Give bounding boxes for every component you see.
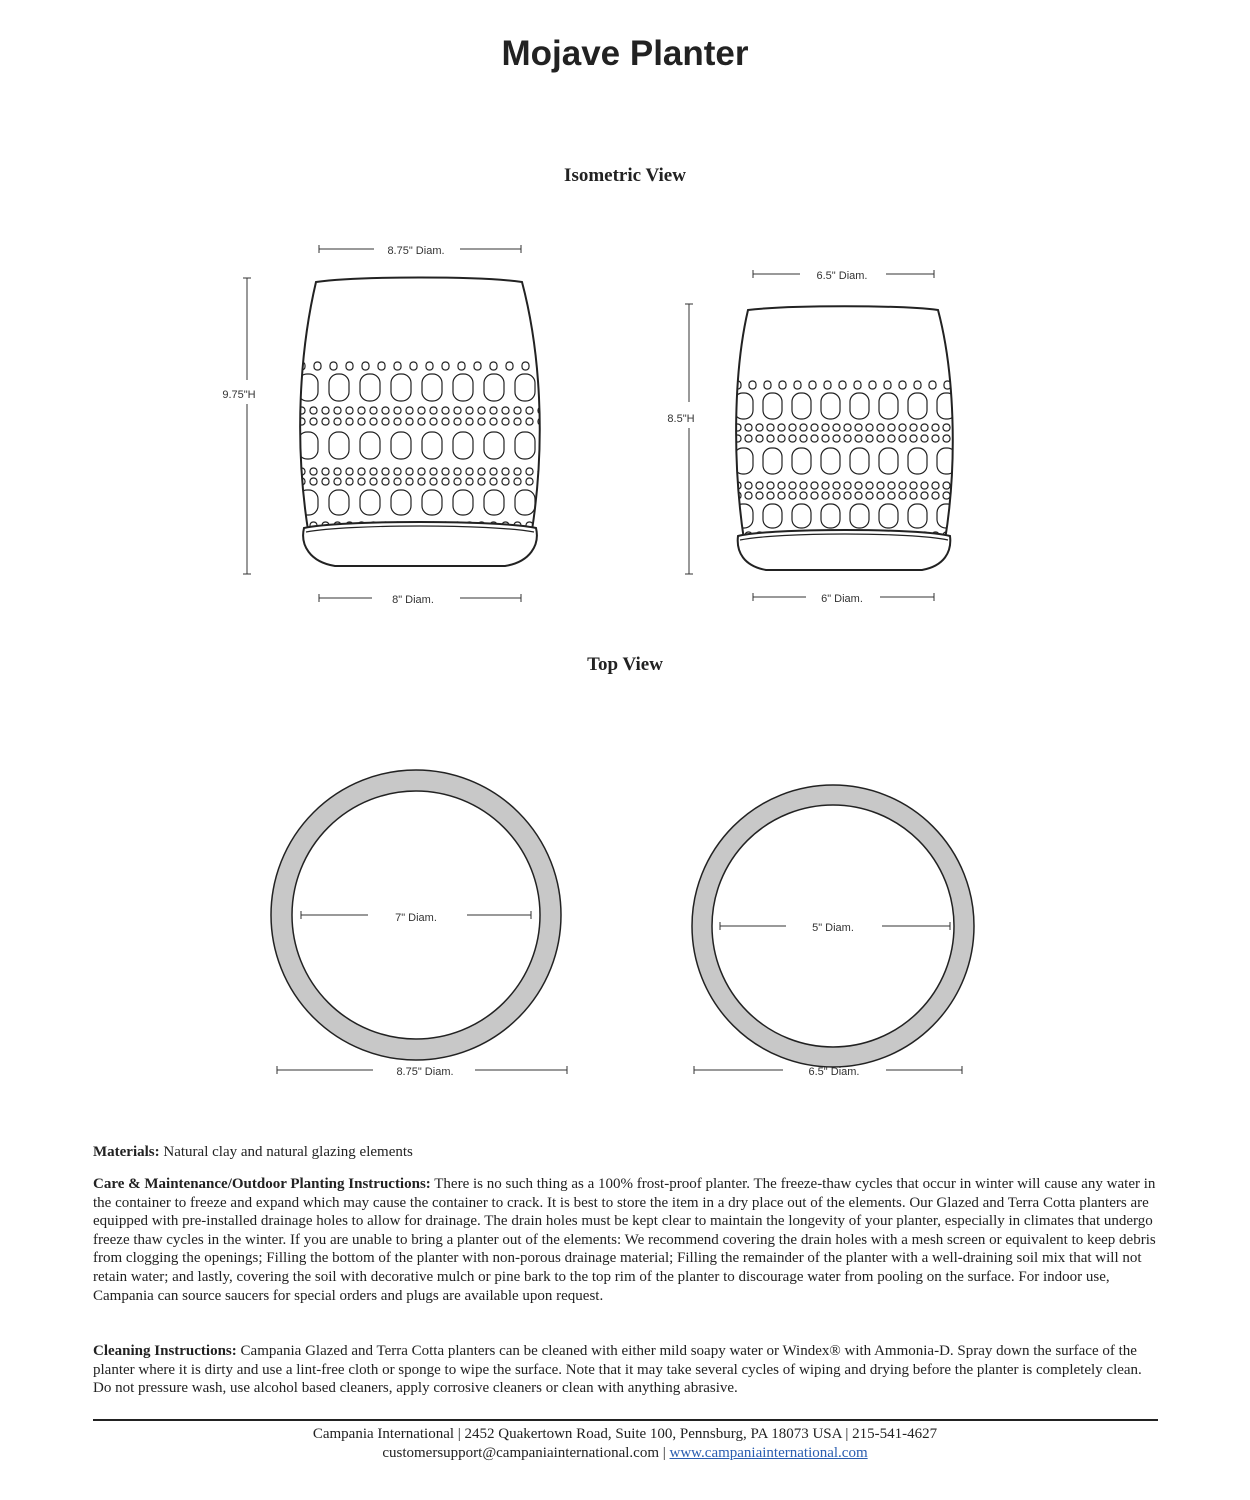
large-planter-isometric bbox=[222, 245, 545, 606]
website-link[interactable]: www.campaniainternational.com bbox=[669, 1445, 868, 1461]
small-height-label: 8.5"H bbox=[667, 413, 695, 425]
materials-text: Natural clay and natural glazing elements bbox=[163, 1144, 413, 1160]
page-title: Mojave Planter bbox=[501, 34, 749, 73]
cleaning-paragraph bbox=[93, 1342, 1158, 1398]
large-outer-diameter-label: 8.75" Diam. bbox=[396, 1066, 454, 1078]
small-planter-top-view bbox=[692, 785, 974, 1078]
small-outer-diameter-label: 6.5" Diam. bbox=[808, 1066, 860, 1078]
footer-contact bbox=[0, 1445, 1250, 1462]
materials-label: Materials: bbox=[93, 1144, 160, 1160]
large-base-diameter-label: 8" Diam. bbox=[392, 594, 434, 606]
care-text: There is no such thing as a 100% frost-proof planter. The freeze-thaw cycles that occur in winter will cause any water in the container to freeze and expand which may cause the container to crack. It is best to store the item in a dry place out of the elements. Our Glazed and Terra Cotta planters are equipped with pre-installed drainage holes to allow for drainage. The drain holes must be kept clear to maintain the longevity of your planter, especially in climates that undergo freeze thaw cycles in the winter. If you are unable to bring a planter out of the elements: We recommend covering the drain holes with a mesh screen or equivalent to keep debris from clogging the openings; Filling the bottom of the planter with non-porous drainage material; Filling the remainder of the planter with a well-draining soil mix that will not retain water; and lastly, covering the soil with decorative mulch or pine bark to the top rim of the planter to discourage water from pooling on the surface. For indoor use, Campania can source saucers for special orders and plugs are available upon request. bbox=[93, 1176, 1156, 1304]
care-label: Care & Maintenance/Outdoor Planting Instructions: bbox=[93, 1176, 431, 1192]
top-view-heading: Top View bbox=[587, 654, 663, 675]
footer-separator: | bbox=[659, 1445, 670, 1461]
small-planter-pattern bbox=[734, 381, 961, 539]
small-base-diameter-label: 6" Diam. bbox=[821, 593, 863, 605]
footer-email[interactable]: customersupport@campaniainternational.com bbox=[382, 1445, 659, 1461]
large-planter-top-view bbox=[271, 770, 567, 1078]
small-top-diameter-label: 6.5" Diam. bbox=[816, 270, 868, 282]
isometric-view-heading: Isometric View bbox=[564, 165, 686, 186]
small-inner-diameter-label: 5" Diam. bbox=[812, 922, 854, 934]
materials-paragraph bbox=[93, 1143, 1158, 1162]
large-top-diameter-label: 8.75" Diam. bbox=[387, 245, 445, 257]
cleaning-text: Campania Glazed and Terra Cotta planters can be cleaned with either mild soapy water or Windex® with Ammonia-D. Spray down the surface of the planter where it is dirty and use a lint-free cloth or sponge to wipe the surface. Note that it may take several cycles of wiping and drying before the planter is completely clean. Do not pressure wash, use alcohol based cleaners, apply corrosive cleaners or clean with anything abrasive. bbox=[93, 1343, 1142, 1397]
large-inner-diameter-label: 7" Diam. bbox=[395, 912, 437, 924]
footer-address: Campania International | 2452 Quakertown Road, Suite 100, Pennsburg, PA 18073 USA | 215-541-4627 bbox=[312, 1426, 938, 1442]
care-paragraph bbox=[93, 1175, 1158, 1305]
footer-divider bbox=[93, 1419, 1158, 1421]
large-height-label: 9.75"H bbox=[222, 389, 256, 401]
cleaning-label: Cleaning Instructions: bbox=[93, 1343, 237, 1359]
small-planter-isometric bbox=[667, 270, 961, 605]
large-planter-pattern bbox=[298, 362, 545, 529]
